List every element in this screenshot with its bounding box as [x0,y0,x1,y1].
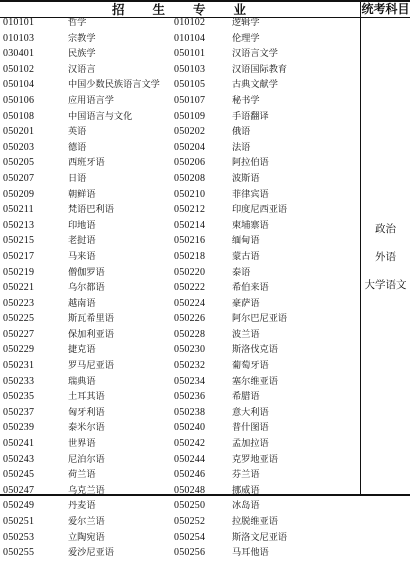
table-row [0,280,360,296]
major-code: 050221 [3,282,35,294]
major-code: 050214 [174,219,206,231]
major-code: 050211 [3,204,34,216]
major-code: 050240 [174,422,206,434]
major-name: 豪萨语 [232,297,260,309]
major-name: 普什图语 [232,422,269,434]
table-row [0,249,360,265]
table-row [0,436,360,452]
major-name: 希腊语 [232,391,260,403]
major-name: 泰米尔语 [68,422,105,434]
major-name: 汉语言 [68,63,96,75]
major-name: 芬兰语 [232,469,260,481]
major-code: 010104 [174,32,206,44]
major-name: 马来语 [68,250,96,262]
major-code: 050219 [3,266,35,278]
major-code: 050103 [174,63,206,75]
header-char: 专 [193,2,208,17]
major-code: 050239 [3,422,35,434]
major-name: 缅甸语 [232,235,260,247]
major-name: 斯洛伐克语 [232,344,278,356]
major-code: 050203 [3,141,35,153]
major-name: 乌克兰语 [68,484,105,496]
major-name: 俄语 [232,126,251,138]
major-code: 050225 [3,313,35,325]
table-row [0,530,360,546]
major-name: 意大利语 [232,406,269,418]
major-name: 立陶宛语 [68,531,105,543]
major-name: 汉语言文学 [232,48,278,60]
major-name: 保加利亚语 [68,328,114,340]
major-name: 马耳他语 [232,547,269,559]
major-code: 050215 [3,235,35,247]
major-name: 梵语巴利语 [68,204,114,216]
major-name: 逻辑学 [232,17,260,28]
major-code: 050101 [174,48,206,60]
major-name: 荷兰语 [68,469,96,481]
major-name: 印地语 [68,219,96,231]
major-name: 孟加拉语 [232,438,269,450]
major-name: 朝鲜语 [68,188,96,200]
major-code: 050234 [174,375,206,387]
major-name: 乌尔都语 [68,282,105,294]
major-name: 挪威语 [232,484,260,496]
major-code: 050207 [3,172,35,184]
major-code: 050235 [3,391,35,403]
table-row [0,46,360,62]
major-name: 越南语 [68,297,96,309]
major-code: 050201 [3,126,35,138]
major-name: 古典文献学 [232,79,278,91]
major-code: 050104 [3,79,35,91]
major-name: 塞尔维亚语 [232,375,278,387]
major-code: 050251 [3,516,35,527]
table-row [0,31,360,47]
table-row [0,296,360,312]
major-code: 010103 [3,32,35,44]
major-code: 050250 [174,500,206,512]
major-name: 中国少数民族语言文学 [68,79,160,91]
major-code: 050229 [3,344,35,356]
major-name: 菲律宾语 [232,188,269,200]
table-row [0,124,360,140]
major-code: 050236 [174,391,206,403]
table-row [0,77,360,93]
major-code: 050216 [174,235,206,247]
table-row [0,420,360,436]
major-name: 罗马尼亚语 [68,360,114,372]
major-name: 波斯语 [232,172,260,184]
major-code: 050244 [174,453,206,465]
table-row [0,452,360,468]
major-name: 瑞典语 [68,375,96,387]
major-name: 伦理学 [232,32,260,44]
major-name: 捷克语 [68,344,96,356]
table-row [0,171,360,187]
major-code: 050208 [174,172,206,184]
major-code: 030401 [3,48,35,60]
major-code: 050238 [174,406,206,418]
table-row [0,109,360,125]
major-name: 爱尔兰语 [68,516,105,527]
table-row [0,342,360,358]
major-code: 050106 [3,94,35,106]
major-code: 050252 [174,516,206,527]
major-code: 050202 [174,126,206,138]
major-code: 050105 [174,79,206,91]
major-code: 050233 [3,375,35,387]
major-code: 050256 [174,547,206,559]
major-code: 050218 [174,250,206,262]
major-name: 阿拉伯语 [232,157,269,169]
major-name: 秘书学 [232,94,260,106]
major-name: 拉脱维亚语 [232,516,278,527]
major-name: 土耳其语 [68,391,105,403]
header-char: 生 [152,2,167,17]
major-code: 050220 [174,266,206,278]
table-row [0,389,360,405]
major-code: 050212 [174,204,206,216]
table-row [0,514,360,530]
subject-politics: 政治 [375,223,396,235]
major-code: 010102 [174,17,206,28]
major-name: 丹麦语 [68,500,96,512]
major-code: 050217 [3,250,35,262]
major-name: 中国语言与文化 [68,110,133,122]
major-code: 050222 [174,282,206,294]
major-name: 应用语言学 [68,94,114,106]
table-row [0,15,360,31]
major-name: 日语 [68,172,87,184]
table-row [0,218,360,234]
major-name: 波兰语 [232,328,260,340]
major-name: 世界语 [68,438,96,450]
major-name: 汉语国际教育 [232,63,288,75]
table-row [0,202,360,218]
major-name: 德语 [68,141,87,153]
major-name: 匈牙利语 [68,406,105,418]
major-name: 印度尼西亚语 [232,204,288,216]
major-code: 050245 [3,469,35,481]
table-row [0,233,360,249]
major-name: 哲学 [68,17,87,28]
major-name: 斯瓦希里语 [68,313,114,325]
major-name: 冰岛语 [232,500,260,512]
table-row [0,93,360,109]
major-code: 050209 [3,188,35,200]
major-name: 僧伽罗语 [68,266,105,278]
major-code: 050241 [3,438,35,450]
major-name: 尼泊尔语 [68,453,105,465]
table-row [0,265,360,281]
column-divider [360,0,361,496]
major-code: 050255 [3,547,35,559]
table-row [0,187,360,203]
major-name: 葡萄牙语 [232,360,269,372]
table-row [0,498,360,514]
header-char: 招 [111,2,127,17]
major-name: 柬埔寨语 [232,219,269,231]
subject-college-chinese: 大学语文 [364,279,407,291]
major-code: 050254 [174,531,206,543]
major-code: 050227 [3,328,35,340]
major-code: 050102 [3,63,35,75]
major-code: 050232 [174,360,206,372]
major-code: 050226 [174,313,206,325]
major-code: 050224 [174,297,206,309]
major-code: 050205 [3,157,35,169]
major-name: 英语 [68,126,87,138]
table-row [0,62,360,78]
major-name: 西班牙语 [68,157,105,169]
header-exam-subjects: 统考科目 [361,2,410,16]
major-code: 050230 [174,344,206,356]
table-row [0,358,360,374]
major-code: 050107 [174,94,206,106]
major-code: 050249 [3,500,35,512]
table-row [0,483,360,499]
major-name: 宗教学 [68,32,96,44]
table-row [0,140,360,156]
major-code: 050213 [3,219,35,231]
major-name: 手语翻译 [232,110,269,122]
major-name: 希伯来语 [232,282,269,294]
major-code: 050108 [3,110,35,122]
major-code: 050242 [174,438,206,450]
table-row [0,545,360,561]
major-name: 泰语 [232,266,251,278]
table-row [0,374,360,390]
major-name: 老挝语 [68,235,96,247]
major-code: 050237 [3,406,35,418]
major-code: 050246 [174,469,206,481]
major-list [0,15,360,561]
major-code: 050228 [174,328,206,340]
major-name: 民族学 [68,48,96,60]
table-row [0,327,360,343]
major-code: 050248 [174,484,206,496]
header-char: 业 [233,2,249,17]
table-row [0,311,360,327]
major-name: 蒙古语 [232,250,260,262]
major-code: 050253 [3,531,35,543]
major-code: 010101 [3,17,35,28]
subject-foreign-language: 外语 [375,251,396,263]
table-row [0,405,360,421]
major-code: 050247 [3,484,35,496]
major-name: 克罗地亚语 [232,453,278,465]
major-code: 050109 [174,110,206,122]
major-code: 050206 [174,157,206,169]
major-code: 050231 [3,360,35,372]
major-name: 爱沙尼亚语 [68,547,114,559]
major-code: 050204 [174,141,206,153]
major-name: 法语 [232,141,251,153]
major-code: 050210 [174,188,206,200]
major-name: 斯洛文尼亚语 [232,531,288,543]
table-row [0,467,360,483]
major-code: 050243 [3,453,35,465]
major-name: 阿尔巴尼亚语 [232,313,288,325]
table-row [0,155,360,171]
major-code: 050223 [3,297,35,309]
